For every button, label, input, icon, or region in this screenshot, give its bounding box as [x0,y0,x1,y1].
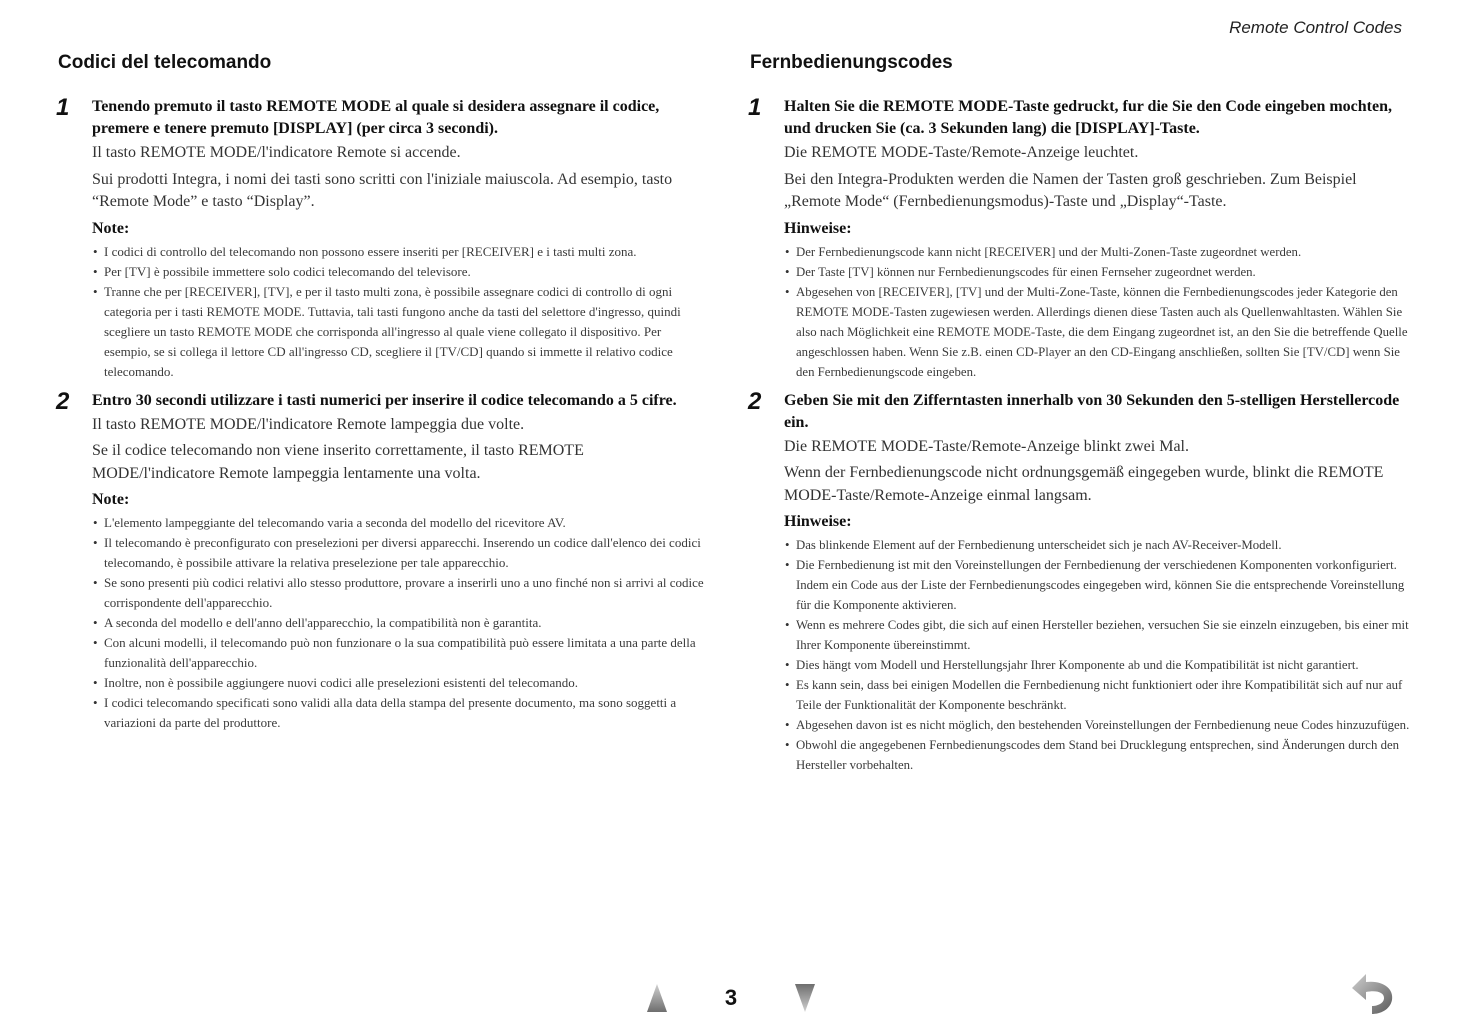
note-item: • Es kann sein, dass bei einigen Modellen die Fernbedienung nicht funktioniert oder ihre Kompatibilität sich auf nur auf Teile der Funktionalität der Komponente beschränkt. [784,675,1410,715]
step-title: Tenendo premuto il tasto REMOTE MODE al quale si desidera assegnare il codice, premere e tenere premuto [DISPLAY] (per circa 3 secondi). [92,98,660,137]
notes-list [784,242,1410,382]
step-paragraph: Se il codice telecomando non viene inserito correttamente, il tasto REMOTE MODE/l'indicatore Remote lampeggia lentamente una volta. [92,442,584,482]
note-item: • Per [TV] è possibile immettere solo codici telecomando del televisore. [92,262,710,282]
step-paragraph: Wenn der Fernbedienungscode nicht ordnungsgemäß eingegeben wurde, blinkt die REMOTE MODE-Taste/Remote-Anzeige einmal langsam. [784,464,1384,504]
note-item: • Das blinkende Element auf der Fernbedienung unterscheidet sich je nach AV-Receiver-Modell. [784,535,1410,555]
step-paragraph: Il tasto REMOTE MODE/l'indicatore Remote lampeggia due volte. [92,415,525,433]
note-item: • L'elemento lampeggiante del telecomando varia a seconda del modello del ricevitore AV. [92,513,710,533]
step-1 [750,96,1410,382]
step-body [92,414,710,486]
step-body [784,436,1410,508]
note-item: • Inoltre, non è possibile aggiungere nuovi codici alle preselezioni esistenti del telecomando. [92,673,710,693]
italian-column [58,52,710,733]
note-item: • Se sono presenti più codici relativi allo stesso produttore, provare a inserirli uno a uno finché non si arrivi al codice corrispondente dell'apparecchio. [92,573,710,613]
notes-list [92,513,710,733]
step-paragraph: Die REMOTE MODE-Taste/Remote-Anzeige blinkt zwei Mal. [784,437,1189,455]
note-item: • I codici telecomando specificati sono validi alla data della stampa del presente documento, ma sono soggetti a variazioni da parte del produttore. [92,693,710,733]
step-body [92,142,710,214]
note-item: • Obwohl die angegebenen Fernbedienungscodes dem Stand bei Drucklegung entsprechen, sind Änderungen durch den Hersteller vorbehalten. [784,735,1410,775]
triangle-up-icon[interactable] [646,983,668,1013]
note-item: • Der Taste [TV] können nur Fernbedienungscodes für einen Fernseher zugeordnet werden. [784,262,1410,282]
notes-list [92,242,710,382]
step-paragraph: Bei den Integra-Produkten werden die Namen der Tasten groß geschrieben. Zum Beispiel „Remote Mode“ (Fernbedienungsmodus)-Taste und „Display“-Taste. [784,170,1357,210]
step-number: 1 [56,94,70,121]
note-item: • A seconda del modello e dell'anno dell'apparecchio, la compatibilità non è garantita. [92,613,710,633]
note-item: • Der Fernbedienungscode kann nicht [RECEIVER] und der Multi-Zonen-Taste zugeordnet werden. [784,242,1410,262]
step-number: 2 [748,387,762,415]
triangle-down-icon[interactable] [794,983,816,1013]
step-1 [58,96,710,382]
step-number: 1 [748,94,762,121]
page-number: 3 [724,985,738,1010]
note-item: • Con alcuni modelli, il telecomando può non funzionare o la sua compatibilità può essere limitata a una parte della funzionalità dell'apparecchio. [92,633,710,673]
step-paragraph: Die REMOTE MODE-Taste/Remote-Anzeige leuchtet. [784,144,1139,161]
notes-heading: Note: [92,491,130,508]
step-2 [748,387,1410,776]
note-item: • Abgesehen von [RECEIVER], [TV] und der Multi-Zone-Taste, können die Fernbedienungscodes jeder Kategorie den REMOTE MODE-Tasten zugewiesen werden. Allerdings dienen diese Tasten auch als Quellenwahltasten. Wählen Sie also nach Möglichkeit eine REMOTE MODE-Taste, die dem Eingang zugeordnet ist, an den Sie die betreffende Quelle angeschlossen haben. Wenn Sie z.B. einen CD-Player an den CD-Eingang anschließen, sollten Sie [TV/CD] wenn Sie den Fernbedienungscode eingeben. [784,282,1410,382]
step-number: 2 [56,387,70,415]
page-navigation [646,978,816,1018]
notes-heading: Hinweise: [784,219,852,237]
note-item: • Die Fernbedienung ist mit den Voreinstellungen der Fernbedienung der verschiedenen Komponenten vorkonfiguriert. Indem ein Code aus der Liste der Fernbedienungscodes eingegeben wird, können Sie die entsprechende Voreinstellung für die Komponente aktivieren. [784,555,1410,615]
notes-list [784,535,1410,775]
step-2 [56,387,710,734]
note-item: • Wenn es mehrere Codes gibt, die sich auf einen Hersteller beziehen, versuchen Sie sie einzeln einzugeben, bis einer mit Ihrer Komponente übereinstimmt. [784,615,1410,655]
note-item: • I codici di controllo del telecomando non possono essere inseriti per [RECEIVER] e i tasti multi zona. [92,242,710,262]
note-item: • Tranne che per [RECEIVER], [TV], e per il tasto multi zona, è possibile assegnare codici di controllo di ogni categoria per i tasti REMOTE MODE. Tuttavia, tali tasti fungono anche da tasti del selettore d'ingresso, quindi scegliere un tasto REMOTE MODE che corrisponda all'ingresso al quale viene collegato il dispositivo. Per esempio, se si collega il lettore CD all'ingresso CD, scegliere il [TV/CD] quando si immette il relativo codice telecomando. [92,282,710,382]
step-title: Geben Sie mit den Zifferntasten innerhalb von 30 Sekunden den 5-stelligen Herstellercode ein. [784,391,1400,431]
step-title: Entro 30 secondi utilizzare i tasti numerici per inserire il codice telecomando a 5 cifre. [92,391,677,409]
note-item: • Dies hängt vom Modell und Herstellungsjahr Ihrer Komponente ab und die Kompatibilität ist nicht garantiert. [784,655,1410,675]
step-body [784,142,1410,214]
section-heading-german: Fernbedienungscodes [750,52,953,73]
note-item: • Il telecomando è preconfigurato con preselezioni per diversi apparecchi. Inserendo un codice dall'elenco dei codici telecomando, è possibile attivare la relativa preselezione per tale apparecchio. [92,533,710,573]
step-title: Halten Sie die REMOTE MODE-Taste gedruckt, fur die Sie den Code eingeben mochten, und drucken Sie (ca. 3 Sekunden lang) die [DISPLAY]-Taste. [784,98,1392,137]
german-column [750,52,1410,775]
step-paragraph: Sui prodotti Integra, i nomi dei tasti sono scritti con l'iniziale maiuscola. Ad esempio, tasto “Remote Mode” e tasto “Display”. [92,170,673,210]
step-paragraph: Il tasto REMOTE MODE/l'indicatore Remote si accende. [92,144,461,161]
note-item: • Abgesehen davon ist es nicht möglich, den bestehenden Voreinstellungen der Fernbedienung neue Codes hinzuzufügen. [784,715,1410,735]
notes-heading: Note: [92,219,130,237]
return-arrow-icon[interactable] [1348,970,1398,1016]
page-header-title: Remote Control Codes [1229,18,1402,37]
notes-heading: Hinweise: [784,513,852,530]
section-heading-italian: Codici del telecomando [58,52,272,73]
